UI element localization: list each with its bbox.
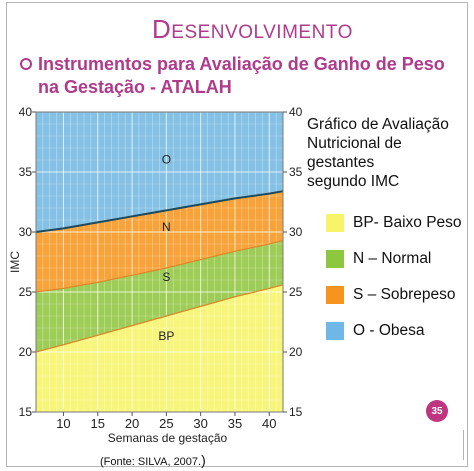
x-tick-label: 10 — [56, 416, 71, 431]
description-line: Gráfico de Avaliação — [307, 116, 449, 133]
legend-item-n — [326, 249, 462, 269]
x-tick-label: 15 — [90, 416, 105, 431]
legend-swatch — [326, 286, 344, 304]
x-tick-label: 25 — [159, 416, 174, 431]
y-tick-label-right: 35 — [289, 165, 303, 179]
legend-label: BP- Baixo Peso — [353, 214, 462, 231]
chart-description — [307, 115, 467, 191]
y-tick-label-right: 15 — [289, 405, 303, 419]
region-label: BP — [158, 329, 175, 343]
y-tick-label-right: 30 — [289, 225, 303, 239]
divider — [463, 430, 464, 460]
region-label: O — [161, 152, 172, 167]
source-text: (Fonte: SILVA, 2007. — [100, 456, 202, 468]
description-line: Nutricional de gestantes — [307, 135, 402, 171]
legend — [326, 213, 462, 357]
title-rest: ESENVOLVIMENTO — [171, 22, 353, 43]
legend-swatch — [326, 214, 344, 232]
y-tick-label-left: 20 — [18, 345, 32, 359]
title-initial: D — [152, 14, 172, 44]
region-label: S — [162, 270, 171, 285]
y-tick-label-left: 35 — [18, 165, 32, 179]
page-number-badge: 35 — [426, 400, 448, 422]
legend-item-s — [326, 285, 462, 305]
slide-subtitle: Instrumentos para Avaliação de Ganho de Peso na Gestação - ATALAH — [38, 54, 445, 97]
legend-swatch — [326, 250, 344, 268]
y-tick-label-left: 25 — [18, 285, 32, 299]
y-tick-label-left: 30 — [18, 225, 32, 239]
source-citation — [100, 452, 206, 468]
legend-swatch — [326, 322, 344, 340]
legend-item-bp — [326, 213, 462, 233]
region-label: N — [162, 219, 171, 234]
x-tick-label: 20 — [124, 416, 140, 431]
x-axis-label: Semanas de gestação — [107, 431, 228, 445]
legend-label: S – Sobrepeso — [353, 286, 456, 303]
y-tick-label-left: 40 — [18, 105, 32, 119]
legend-label: N – Normal — [353, 250, 432, 267]
y-tick-label-left: 15 — [18, 405, 32, 419]
legend-item-o — [326, 321, 462, 341]
source-close: ) — [201, 452, 206, 468]
legend-label: O - Obesa — [353, 322, 425, 339]
y-tick-label-right: 25 — [289, 285, 303, 299]
description-line: segundo IMC — [307, 173, 400, 190]
y-tick-label-right: 40 — [289, 105, 303, 119]
y-tick-label-right: 20 — [289, 345, 303, 359]
y-axis-label: IMC — [8, 251, 22, 273]
x-tick-label: 40 — [262, 416, 277, 431]
x-tick-label: 30 — [193, 416, 208, 431]
x-tick-label: 35 — [227, 416, 243, 431]
